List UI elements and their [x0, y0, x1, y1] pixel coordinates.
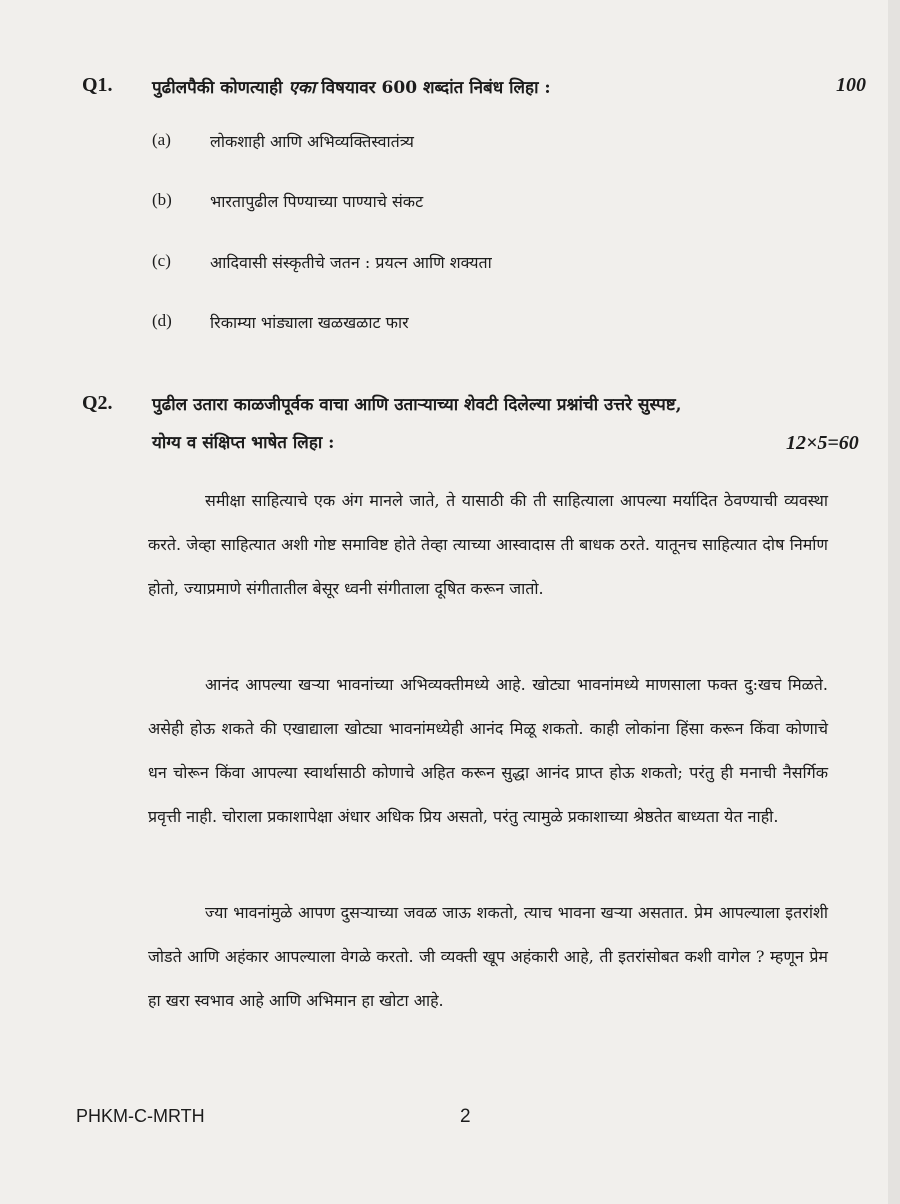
option-d-letter: (d) — [152, 311, 172, 330]
question-1-marks: 100 — [836, 74, 866, 96]
question-1-number: Q1. — [82, 74, 113, 96]
passage-paragraph-3: ज्या भावनांमुळे आपण दुसऱ्याच्या जवळ जाऊ शकतो, त्याच भावना खऱ्या असतात. प्रेम आपल्याला इतरांशी जोडते आणि अहंकार आपल्याला वेगळे करतो. जी व्यक्ती खूप अहंकारी आहे, ती इतरांसोबत कशी वागेल ? म्हणून प्रेम हा खरा स्वभाव आहे आणि अभिमान हा खोटा आहे. — [148, 903, 828, 1010]
question-2-prompt-line1: पुढील उतारा काळजीपूर्वक वाचा आणि उताऱ्याच्या शेवटी दिलेल्या प्रश्नांची उत्तरे सुस्पष्ट, — [152, 395, 682, 415]
option-a-letter: (a) — [152, 130, 171, 149]
page-edge-shadow — [888, 0, 900, 1204]
question-1-prompt-post: विषयावर 600 शब्दांत निबंध लिहा : — [315, 78, 551, 98]
option-d-text: रिकाम्या भांड्याला खळखळाट फार — [210, 313, 409, 332]
question-1-prompt-pre: पुढीलपैकी कोणत्याही — [152, 78, 289, 98]
page-number: 2 — [460, 1106, 471, 1127]
option-c-letter: (c) — [152, 251, 171, 270]
option-b-text: भारतापुढील पिण्याच्या पाण्याचे संकट — [210, 192, 424, 211]
passage-paragraph-2: आनंद आपल्या खऱ्या भावनांच्या अभिव्यक्तीमध्ये आहे. खोट्या भावनांमध्ये माणसाला फक्त दु:खच मिळते. असेही होऊ शकते की एखाद्याला खोट्या भावनांमध्येही आनंद मिळू शकतो. काही लोकांना हिंसा करून किंवा कोणाचे धन चोरून किंवा आपल्या स्वार्थासाठी कोणाचे अहित करून सुद्धा आनंद प्राप्त होऊ शकतो; परंतु ही मनाची नैसर्गिक प्रवृत्ती नाही. चोराला प्रकाशापेक्षा अंधार अधिक प्रिय असतो, परंतु त्यामुळे प्रकाशाच्या श्रेष्ठतेत बाध्यता येत नाही. — [148, 675, 828, 826]
question-2-prompt-line2: योग्य व संक्षिप्त भाषेत लिहा : — [152, 433, 335, 453]
question-2-marks: 12×5=60 — [786, 432, 859, 454]
paper-code: PHKM-C-MRTH — [76, 1106, 205, 1126]
option-c-text: आदिवासी संस्कृतीचे जतन : प्रयत्न आणि शक्यता — [210, 253, 492, 272]
question-2-number: Q2. — [82, 392, 113, 414]
option-b-letter: (b) — [152, 190, 172, 209]
question-1-prompt-emphasis: एका — [288, 78, 316, 98]
passage-paragraph-1: समीक्षा साहित्याचे एक अंग मानले जाते, ते यासाठी की ती साहित्याला आपल्या मर्यादित ठेवण्याची व्यवस्था करते. जेव्हा साहित्यात अशी गोष्ट समाविष्ट होते तेव्हा त्याच्या आस्वादास ती बाधक ठरते. यातूनच साहित्यात दोष निर्माण होतो, ज्याप्रमाणे संगीतातील बेसूर ध्वनी संगीताला दूषित करून जातो. — [148, 491, 828, 598]
question-1-prompt — [152, 75, 551, 98]
option-a-text: लोकशाही आणि अभिव्यक्तिस्वातंत्र्य — [210, 132, 414, 151]
